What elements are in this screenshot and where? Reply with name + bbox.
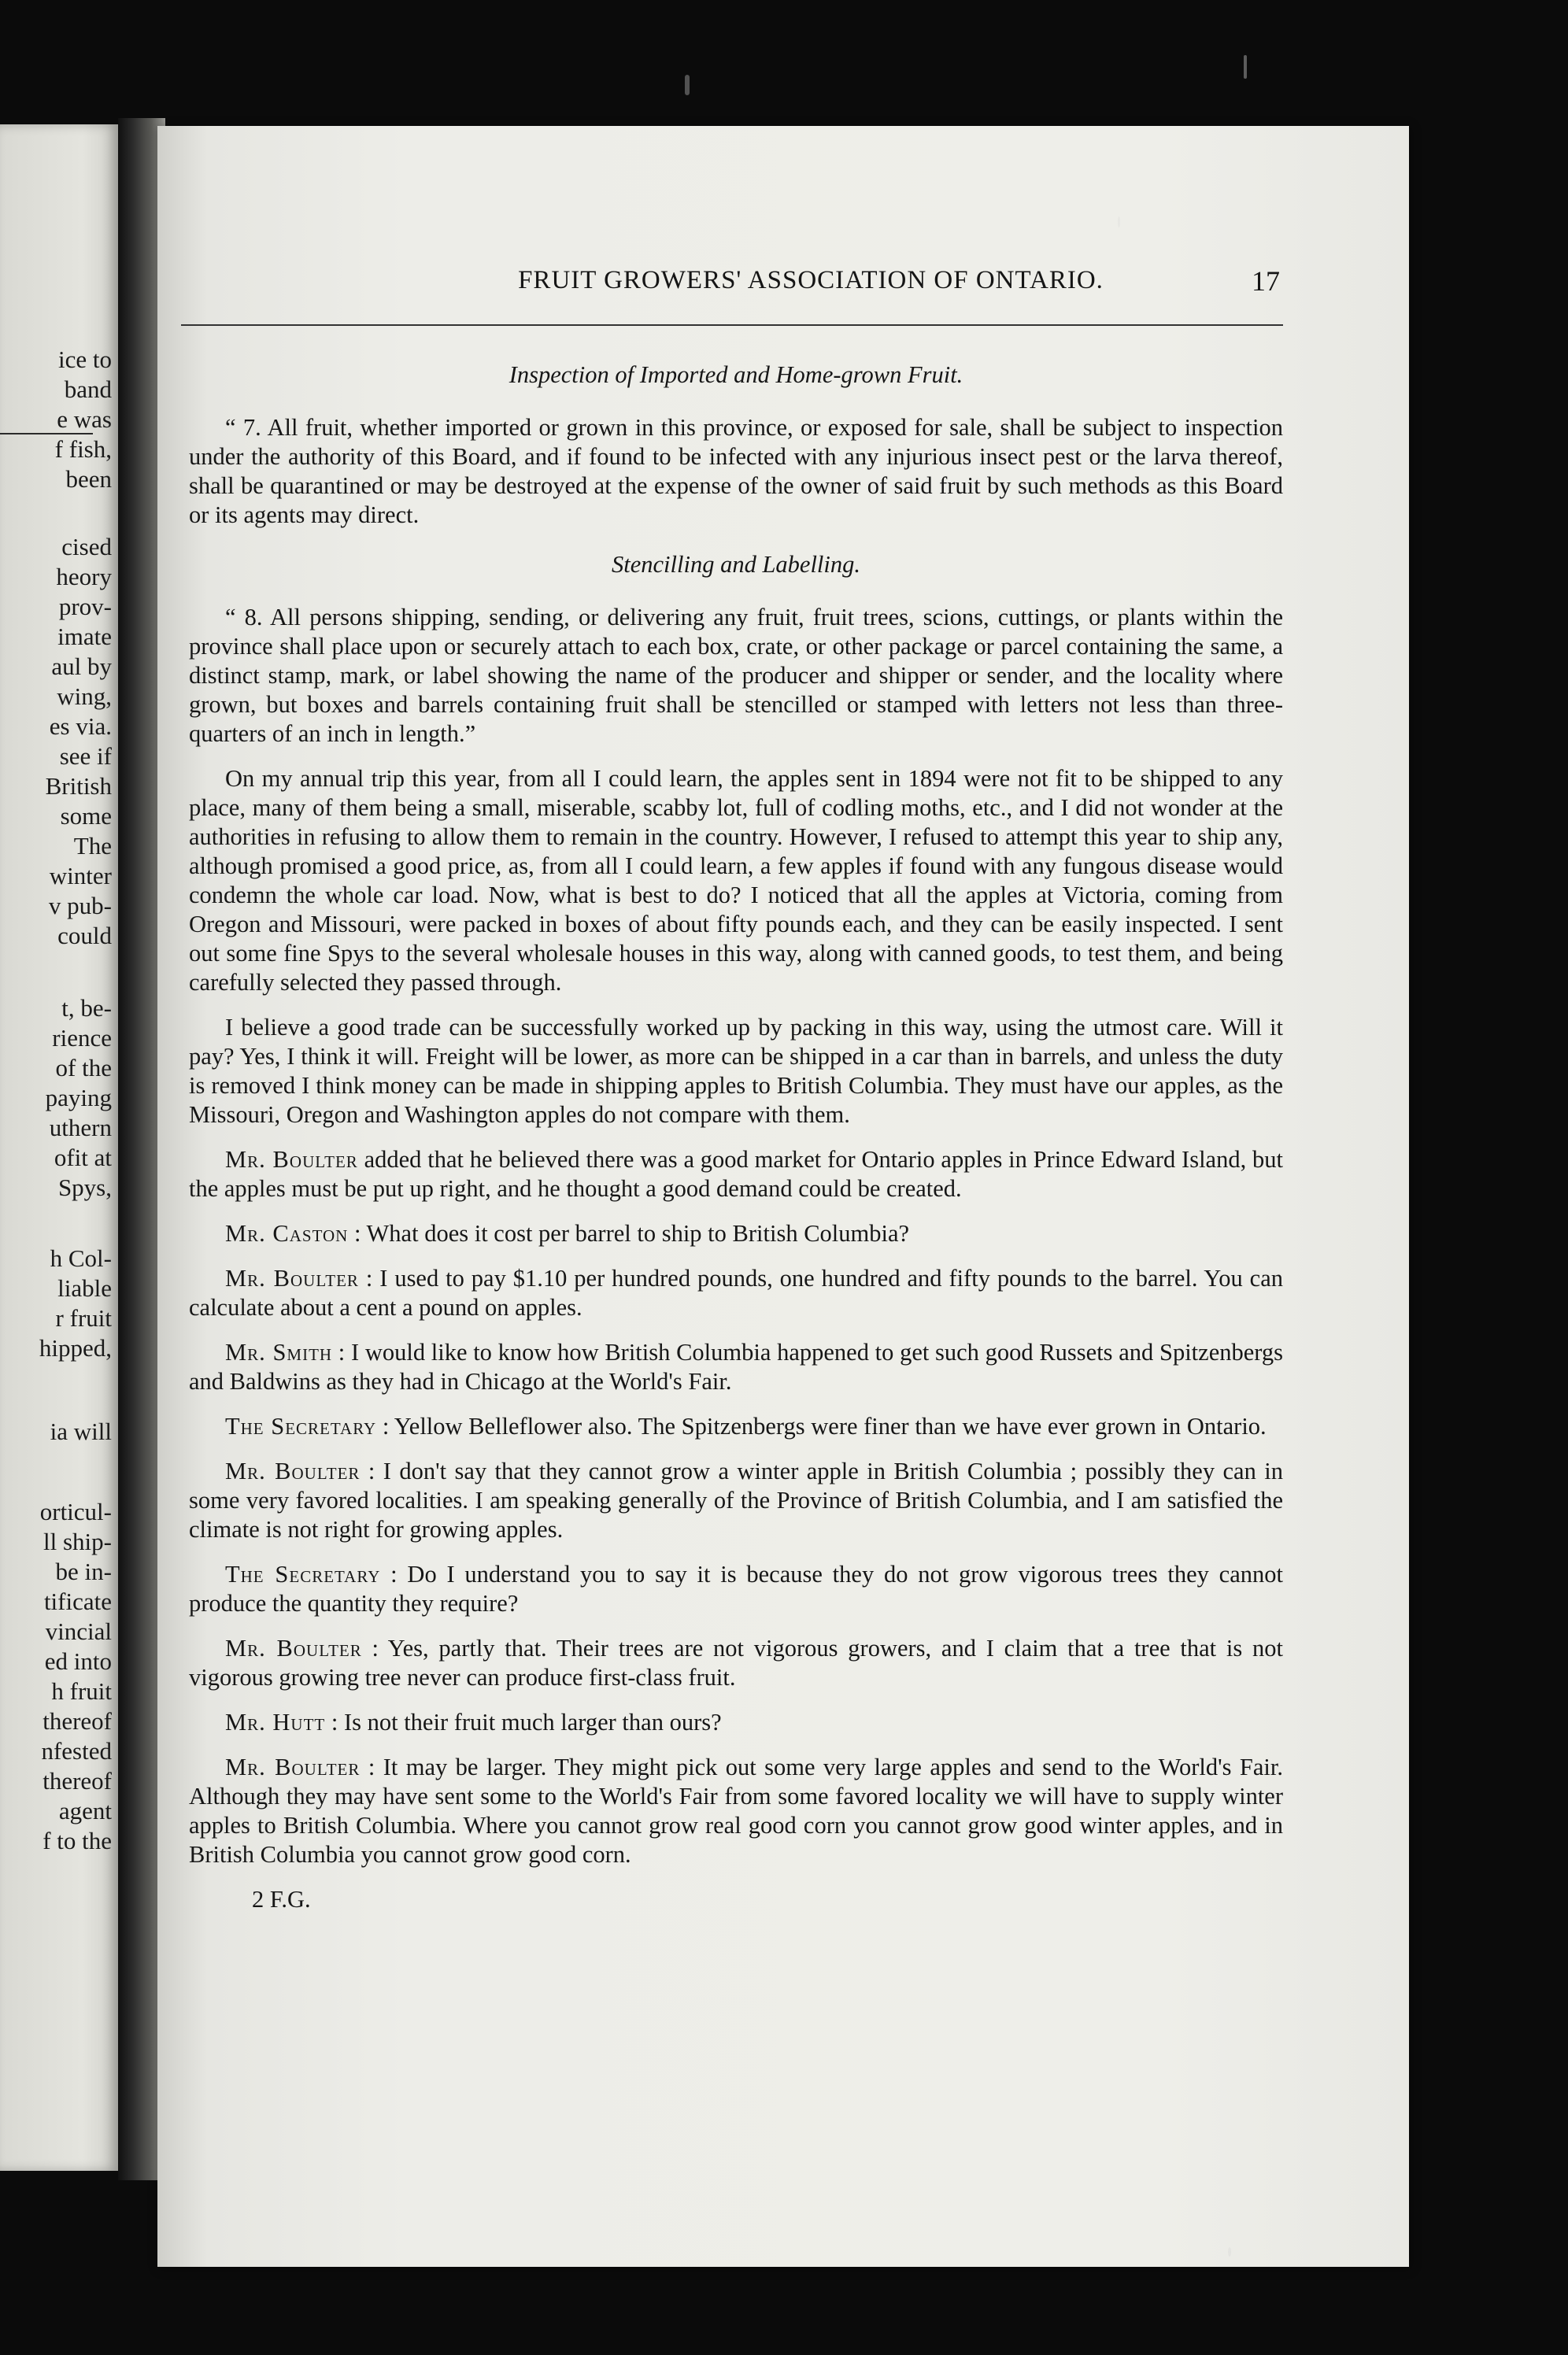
facing-page-line-fragment: The [73, 832, 112, 860]
speaker-name: The Secretary [225, 1561, 381, 1588]
facing-page-line-fragment: v pub- [48, 892, 112, 919]
discussion-transcript [189, 1145, 1283, 1869]
paragraph-good-trade: I believe a good trade can be successfully worked up by packing in this way, using the utmost care. Will it pay? Yes, I think it will. Freight will be lower, as more can be shipped in a car than in barrels, and unless the duty is removed I think money can be made in shipping apples to British Columbia. They must have our apples, as the Missouri, Oregon and Washington apples do not compare with them. [189, 1014, 1283, 1128]
facing-page-line-fragment: tificate [43, 1588, 112, 1615]
facing-page-line-fragment: ed into [44, 1647, 112, 1675]
section-heading-stencilling: Stencilling and Labelling. [612, 551, 860, 578]
facing-page-line-fragment: hipped, [39, 1334, 112, 1362]
speaker-name: Mr. Boulter [225, 1458, 361, 1484]
facing-page-line-fragment: r fruit [55, 1304, 112, 1332]
scan-dust [685, 75, 690, 95]
running-header-title: FRUIT GROWERS' ASSOCIATION OF ONTARIO. [518, 266, 1104, 294]
speech-text: : I used to pay $1.10 per hundred pounds, one hundred and fifty pounds to the barrel. You can calculate about a cent a pound on apples. [189, 1265, 1284, 1321]
speech-text: : It may be larger. They might pick out some very large apples and send to the World's Fair. Although they may have sent some to the World's Fair from some favored locality we will have to supply winter apples to British Columbia. Where you cannot grow real good corn you cannot grow good winter apples, and in British Columbia you cannot grow good corn. [189, 1754, 1283, 1868]
speech-text: : Do I understand you to say it is because they do not grow vigorous trees they cannot produce the quantity they require? [189, 1561, 1283, 1617]
speaker-name: Mr. Boulter [225, 1146, 358, 1173]
facing-page-line-fragment: ice to [58, 346, 112, 373]
facing-page-line-fragment: thereof [43, 1767, 112, 1795]
dialogue-paragraph [189, 1219, 1283, 1248]
facing-page-line-fragment: some [60, 802, 112, 830]
facing-page-line-fragment: prov- [58, 593, 112, 620]
facing-page-line-fragment: aul by [51, 653, 112, 680]
facing-page-left [0, 124, 118, 2171]
facing-page-line-fragment: f to the [43, 1827, 112, 1854]
paragraph-annual-trip: On my annual trip this year, from all I could learn, the apples sent in 1894 were not fit to be shipped to any place, many of them being a small, miserable, scabby lot, full of codling moths, etc., and I did not wonder at the authorities in refusing to allow them to remain in the country. However, I refused to attempt this year to ship any, although promised a good price, as, from all I could learn, a few apples if found with any fungous disease would condemn the whole car load. Now, what is best to do? I noticed that all the apples at Victoria, coming from Oregon and Missouri, were packed in boxes of about fifty pounds each, and they can be easily inspected. I sent out some fine Spys to the several wholesale houses in this way, along with canned goods, to test them, and being carefully selected they passed through. [189, 765, 1283, 996]
section-heading-inspection: Inspection of Imported and Home-grown Fruit. [508, 361, 963, 388]
speaker-name: Mr. Smith [225, 1339, 333, 1366]
dialogue-paragraph [189, 1708, 1283, 1737]
facing-page-line-fragment: wing, [57, 682, 112, 710]
speaker-name: Mr. Boulter [225, 1754, 361, 1780]
facing-page-line-fragment: e was [57, 405, 112, 433]
dialogue-paragraph [189, 1264, 1283, 1322]
page-body [189, 360, 1283, 1914]
facing-page-line-fragment: es via. [49, 712, 112, 740]
facing-page-line-fragment: cised [61, 533, 112, 560]
facing-page-line-fragment: ofit at [54, 1144, 112, 1171]
facing-page-line-fragment: h fruit [51, 1677, 112, 1705]
facing-page-line-fragment: f fish, [54, 435, 112, 463]
facing-page-line-fragment: ia will [50, 1418, 112, 1445]
speech-text: : What does it cost per barrel to ship to British Columbia? [348, 1220, 910, 1247]
book-page [157, 126, 1409, 2267]
speech-text: : I would like to know how British Columbia happened to get such good Russets and Spitzenbergs and Baldwins as they had in Chicago at the World's Fair. [189, 1339, 1283, 1395]
facing-page-line-fragment: vincial [45, 1617, 112, 1645]
facing-page-line-fragment: ll ship- [43, 1528, 112, 1555]
facing-page-line-fragment: liable [57, 1274, 112, 1302]
facing-page-line-fragment: been [65, 465, 112, 493]
facing-page-line-fragment: winter [49, 862, 112, 889]
facing-page-line-fragment: h Col- [50, 1244, 112, 1272]
facing-page-line-fragment: thereof [43, 1707, 112, 1735]
facing-page-line-fragment: agent [58, 1797, 112, 1824]
facing-page-line-fragment: heory [56, 563, 112, 590]
dialogue-paragraph [189, 1457, 1283, 1544]
facing-page-line-fragment: imate [57, 623, 112, 650]
dialogue-paragraph [189, 1560, 1283, 1618]
dialogue-paragraph [189, 1145, 1283, 1203]
facing-page-line-fragment: t, be- [61, 994, 112, 1022]
facing-page-line-fragment: band [64, 375, 112, 403]
scan-dust [1228, 2247, 1231, 2257]
speaker-name: The Secretary [225, 1413, 377, 1440]
dialogue-paragraph [189, 1634, 1283, 1692]
speaker-name: Mr. Boulter [225, 1265, 359, 1292]
dialogue-paragraph [189, 1412, 1283, 1441]
facing-page-line-fragment: Spys, [57, 1174, 112, 1201]
facing-page-line-fragment: British [45, 772, 112, 800]
speaker-name: Mr. Boulter [225, 1635, 362, 1662]
scan-dust [1244, 55, 1247, 79]
page-number: 17 [1252, 265, 1280, 297]
dialogue-paragraph [189, 1338, 1283, 1396]
header-rule [181, 324, 1283, 326]
speech-text: : Yes, partly that. Their trees are not vigorous growers, and I claim that a tree that is not vigorous growing tree never can produce first-class fruit. [189, 1635, 1284, 1691]
facing-page-line-fragment: paying [45, 1084, 112, 1111]
facing-page-line-fragment: rience [52, 1024, 112, 1052]
rule-8-text: “ 8. All persons shipping, sending, or delivering any fruit, fruit trees, scions, cuttings, or plants within the province shall place upon or securely attach to each box, crate, or other package or parcel containing the same, a distinct stamp, mark, or label showing the name of the producer and shipper or sender, and the locality where grown, but boxes and barrels containing fruit shall be stencilled or stamped with letters not less than three-quarters of an inch in length.” [189, 604, 1283, 747]
facing-page-line-fragment: see if [59, 742, 112, 770]
speech-text: : I don't say that they cannot grow a winter apple in British Columbia ; possibly they can in some very favored localities. I am speaking generally of the Province of British Columbia, and I am satisfied the climate is not right for growing apples. [189, 1458, 1283, 1543]
scan-dust [1118, 216, 1120, 227]
speaker-name: Mr. Hutt [225, 1709, 326, 1736]
rule-7-text: “ 7. All fruit, whether imported or grown in this province, or exposed for sale, shall be subject to inspection under the authority of this Board, and if found to be infected with any injurious insect pest or the larva thereof, shall be quarantined or may be destroyed at the expense of the owner of said fruit by such methods as this Board or its agents may direct. [189, 414, 1283, 528]
speech-text: added that he believed there was a good market for Ontario apples in Prince Edward Island, but the apples must be put up right, and he thought a good demand could be created. [189, 1146, 1283, 1202]
facing-page-line-fragment: orticul- [39, 1498, 112, 1525]
speaker-name: Mr. Caston [225, 1220, 349, 1247]
facing-page-line-fragment: could [57, 922, 112, 949]
dialogue-paragraph [189, 1753, 1283, 1869]
speech-text: : Is not their fruit much larger than ours? [325, 1709, 722, 1736]
speech-text: : Yellow Belleflower also. The Spitzenbergs were finer than we have ever grown in Ontario. [376, 1413, 1267, 1440]
facing-page-line-fragment: nfested [41, 1737, 112, 1765]
facing-page-line-fragment: of the [55, 1054, 112, 1081]
facing-page-line-fragment: uthern [49, 1114, 112, 1141]
facing-page-line-fragment: be in- [55, 1558, 112, 1585]
signature-mark: 2 F.G. [252, 1886, 311, 1913]
